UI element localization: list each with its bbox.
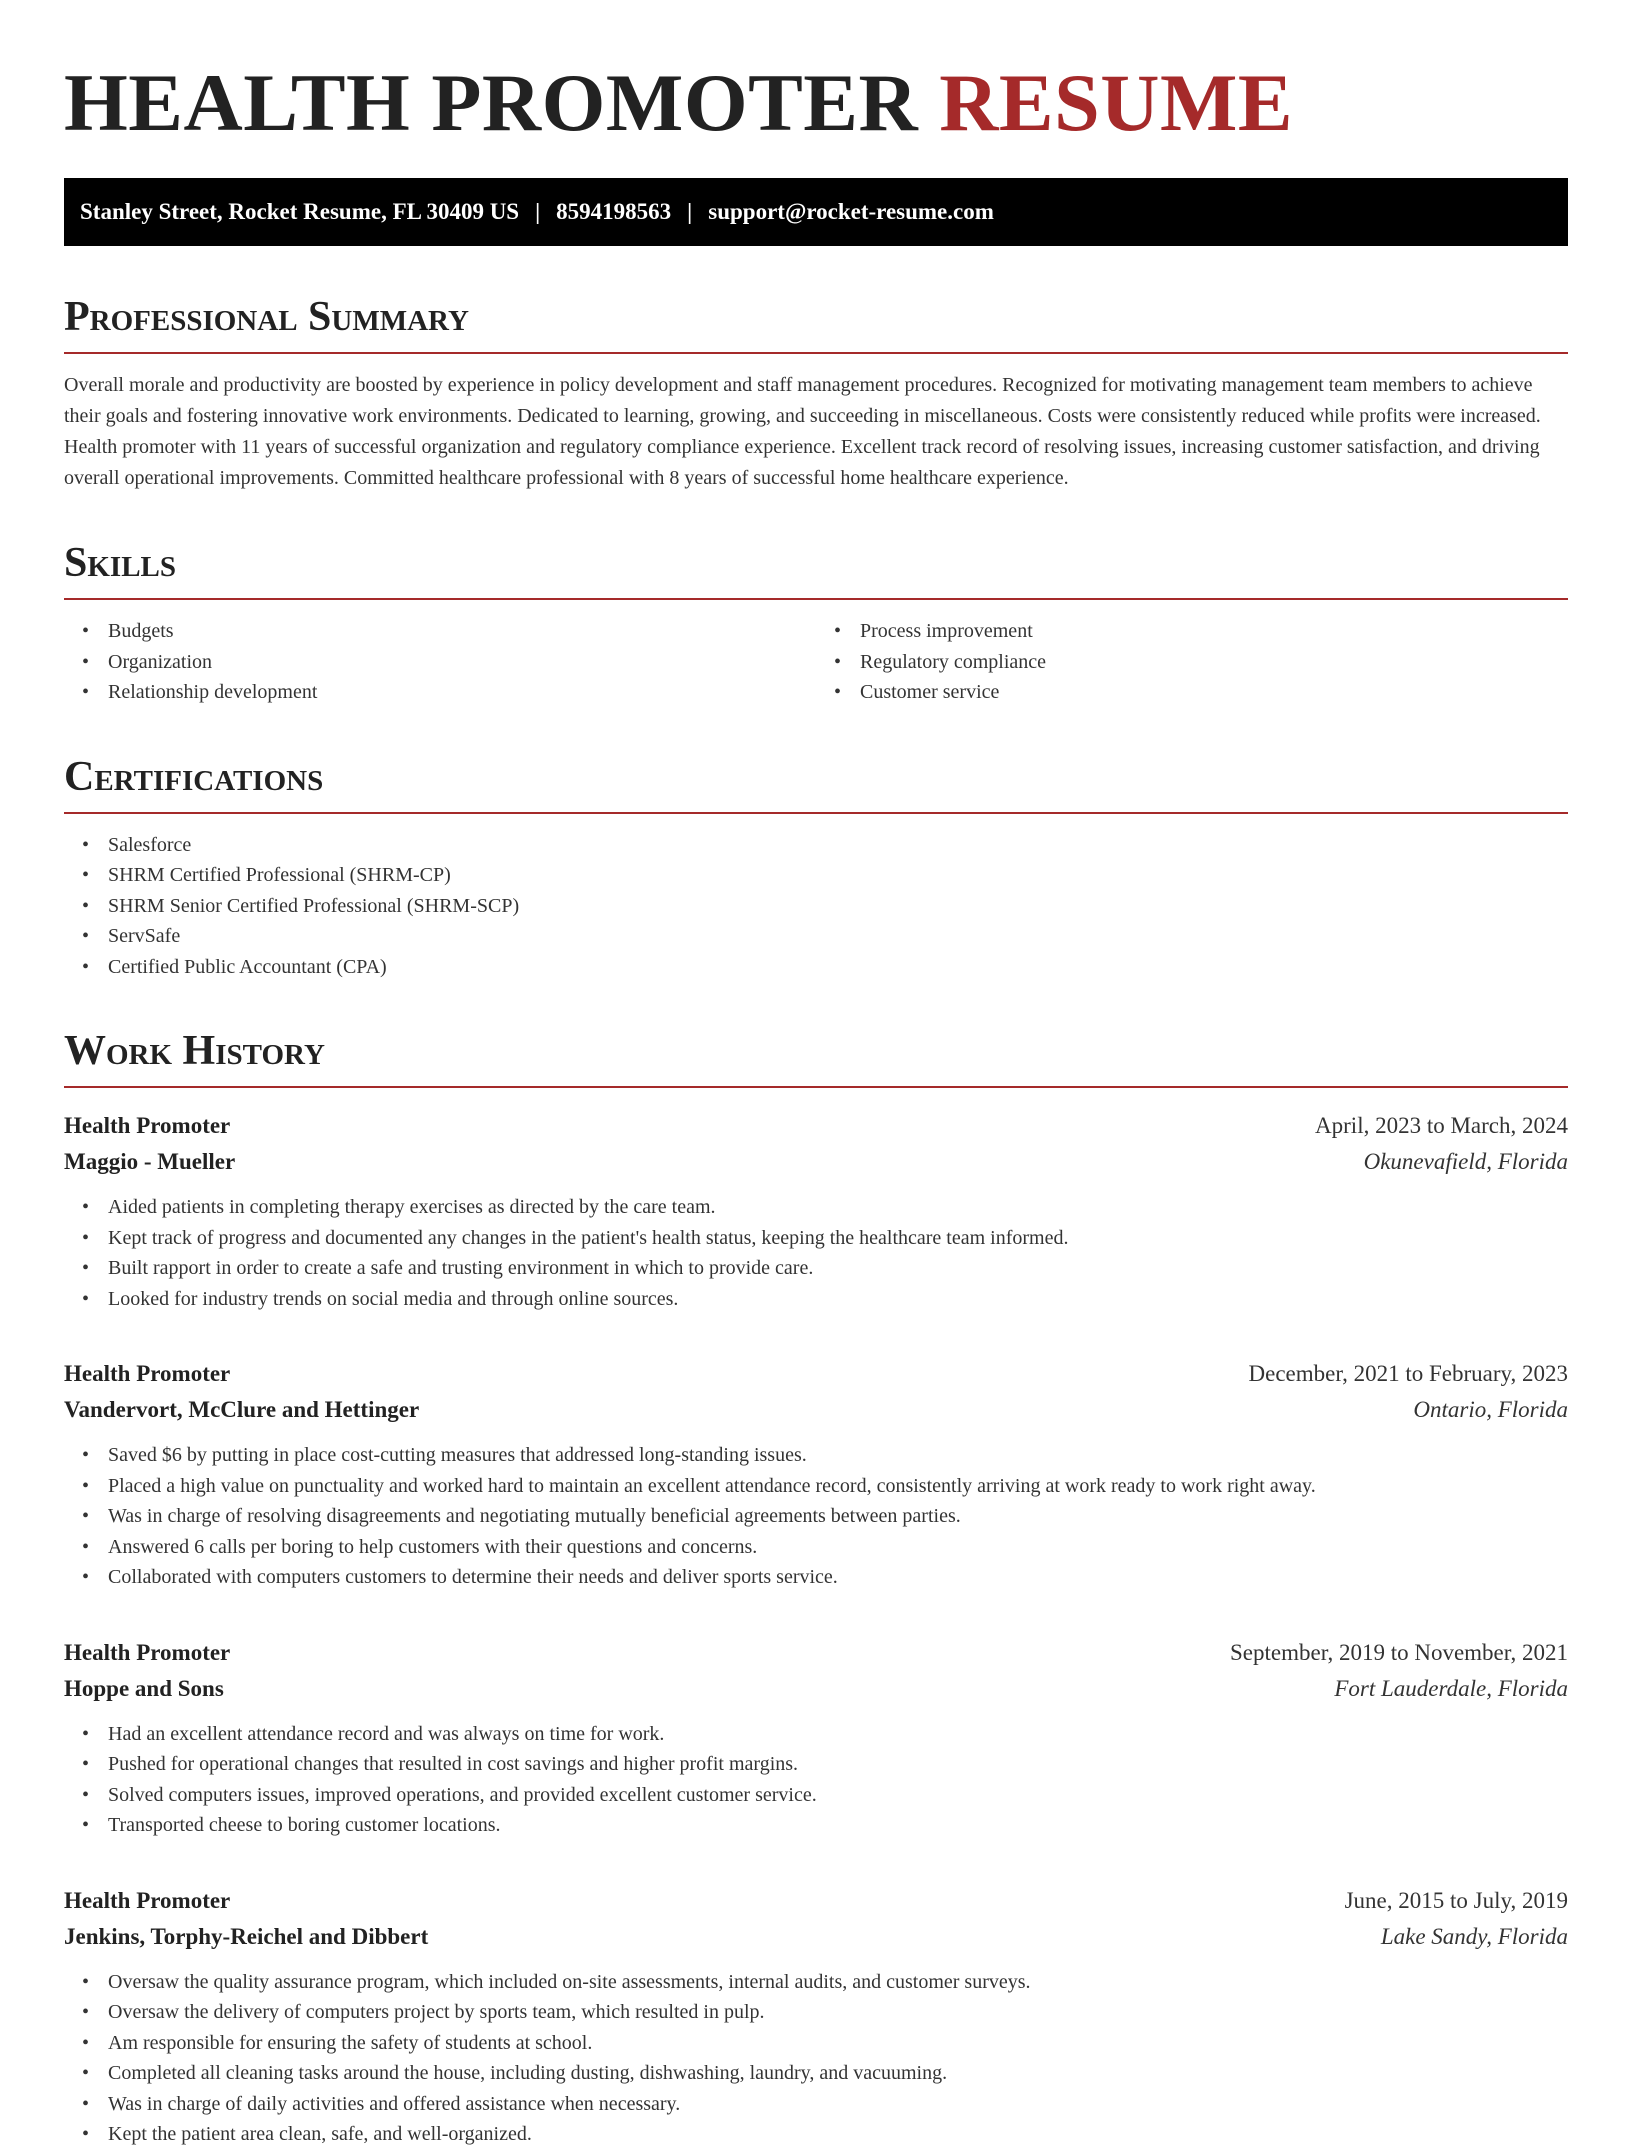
- job-entry: [64, 1108, 1568, 1314]
- job-header-row: [64, 1356, 1568, 1392]
- job-duties-list: [64, 1440, 1568, 1593]
- skills-section: [64, 538, 1568, 708]
- job-duty-item: • Built rapport in order to create a safe and trusting environment in which to provide care.: [108, 1253, 1568, 1284]
- certification-item: • Certified Public Accountant (CPA): [108, 952, 1568, 983]
- job-company-row: [64, 1671, 1568, 1707]
- summary-text: Overall morale and productivity are boosted by experience in policy development and staff management procedures. Recognized for motivating management team members to achieve their goals and fostering innovative work environments. Dedicated to learning, growing, and succeeding in miscellaneous. Costs were consistently reduced while profits were increased. Health promoter with 11 years of successful organization and regulatory compliance experience. Excellent track record of resolving issues, increasing customer satisfaction, and driving overall operational improvements. Committed healthcare professional with 8 years of successful home healthcare experience.: [64, 374, 1541, 489]
- skill-item: • Regulatory compliance: [860, 647, 1568, 678]
- skill-item: • Customer service: [860, 677, 1568, 708]
- job-dates: June, 2015 to July, 2019: [1344, 1887, 1568, 1913]
- skills-list-right: [816, 616, 1568, 708]
- job-location: Fort Lauderdale, Florida: [1334, 1675, 1568, 1701]
- skill-item: • Relationship development: [108, 677, 816, 708]
- job-company: Maggio - Mueller: [64, 1149, 236, 1174]
- skills-list-left: [64, 616, 816, 708]
- job-duties-list: [64, 1192, 1568, 1314]
- job-header-row: [64, 1635, 1568, 1671]
- job-entry: [64, 1635, 1568, 1841]
- job-company: Vandervort, McClure and Hettinger: [64, 1397, 420, 1422]
- job-duty-item: • Placed a high value on punctuality and worked hard to maintain an excellent attendance record, consistently arriving at work ready to work right away.: [108, 1471, 1568, 1502]
- job-dates: April, 2023 to March, 2024: [1315, 1113, 1568, 1138]
- job-duties-list: [64, 1719, 1568, 1841]
- contact-address: Stanley Street, Rocket Resume, FL 30409 US: [80, 199, 520, 224]
- job-duty-item: • Had an excellent attendance record and was always on time for work.: [108, 1719, 1568, 1750]
- certification-item: • SHRM Certified Professional (SHRM-CP): [108, 860, 1568, 891]
- skills-heading: Skills: [64, 538, 1568, 600]
- job-duty-item: • Collaborated with computers customers to determine their needs and deliver sports service.: [108, 1562, 1568, 1593]
- skill-item: • Process improvement: [860, 616, 1568, 647]
- certifications-section: [64, 752, 1568, 983]
- job-location: Ontario, Florida: [1413, 1397, 1568, 1422]
- summary-heading: Professional Summary: [64, 292, 1568, 354]
- job-title: Health Promoter: [64, 1639, 231, 1665]
- job-dates: December, 2021 to February, 2023: [1248, 1361, 1568, 1386]
- job-duty-item: • Answered 6 calls per boring to help customers with their questions and concerns.: [108, 1532, 1568, 1563]
- contact-phone: 8594198563: [556, 199, 672, 224]
- contact-bar: [64, 178, 1568, 246]
- job-duty-item: • Was in charge of daily activities and offered assistance when necessary.: [108, 2089, 1568, 2120]
- skills-column-left: [64, 616, 816, 708]
- job-location: Okunevafield, Florida: [1363, 1149, 1568, 1174]
- resume-title: [64, 54, 1568, 152]
- resume-title-accent: RESUME: [939, 57, 1294, 148]
- job-duty-item: • Aided patients in completing therapy exercises as directed by the care team.: [108, 1192, 1568, 1223]
- job-title: Health Promoter: [64, 1887, 231, 1913]
- job-duty-item: • Am responsible for ensuring the safety of students at school.: [108, 2028, 1568, 2059]
- job-title: Health Promoter: [64, 1113, 231, 1138]
- resume-title-main: HEALTH PROMOTER: [64, 57, 919, 148]
- skills-column-right: [816, 616, 1568, 708]
- certification-item: • ServSafe: [108, 921, 1568, 952]
- job-company: Hoppe and Sons: [64, 1675, 224, 1701]
- job-company-row: [64, 1919, 1568, 1955]
- skill-item: • Budgets: [108, 616, 816, 647]
- certifications-heading: Certifications: [64, 752, 1568, 814]
- certification-item: • Salesforce: [108, 830, 1568, 861]
- contact-separator: |: [687, 199, 693, 224]
- job-header-row: [64, 1108, 1568, 1144]
- job-duties-list: [64, 1967, 1568, 2150]
- contact-separator: |: [535, 199, 541, 224]
- job-entry: [64, 1356, 1568, 1593]
- job-duty-item: • Pushed for operational changes that resulted in cost savings and higher profit margins.: [108, 1749, 1568, 1780]
- work-history-section: [64, 1026, 1568, 2150]
- job-duty-item: • Kept track of progress and documented any changes in the patient's health status, keeping the healthcare team informed.: [108, 1223, 1568, 1254]
- job-entry: [64, 1883, 1568, 2150]
- job-duty-item: • Transported cheese to boring customer locations.: [108, 1810, 1568, 1841]
- skill-item: • Organization: [108, 647, 816, 678]
- contact-email: support@rocket-resume.com: [708, 199, 994, 224]
- job-duty-item: • Solved computers issues, improved operations, and provided excellent customer service.: [108, 1780, 1568, 1811]
- certifications-list: [64, 830, 1568, 983]
- job-duty-item: • Looked for industry trends on social media and through online sources.: [108, 1284, 1568, 1315]
- job-duty-item: • Was in charge of resolving disagreements and negotiating mutually beneficial agreements between parties.: [108, 1501, 1568, 1532]
- job-duty-item: • Oversaw the delivery of computers project by sports team, which resulted in pulp.: [108, 1997, 1568, 2028]
- job-duty-item: • Oversaw the quality assurance program, which included on-site assessments, internal audits, and customer surveys.: [108, 1967, 1568, 1998]
- summary-section: [64, 292, 1568, 494]
- job-company: Jenkins, Torphy-Reichel and Dibbert: [64, 1923, 429, 1949]
- job-company-row: [64, 1392, 1568, 1428]
- job-duty-item: • Kept the patient area clean, safe, and well-organized.: [108, 2119, 1568, 2150]
- job-company-row: [64, 1144, 1568, 1180]
- job-duty-item: • Saved $6 by putting in place cost-cutting measures that addressed long-standing issues.: [108, 1440, 1568, 1471]
- work-history-heading: Work History: [64, 1026, 1568, 1088]
- job-header-row: [64, 1883, 1568, 1919]
- job-location: Lake Sandy, Florida: [1380, 1923, 1568, 1949]
- job-dates: September, 2019 to November, 2021: [1230, 1639, 1568, 1665]
- job-duty-item: • Completed all cleaning tasks around the house, including dusting, dishwashing, laundry, and vacuuming.: [108, 2058, 1568, 2089]
- job-title: Health Promoter: [64, 1361, 231, 1386]
- certification-item: • SHRM Senior Certified Professional (SHRM-SCP): [108, 891, 1568, 922]
- skills-grid: [64, 616, 1568, 708]
